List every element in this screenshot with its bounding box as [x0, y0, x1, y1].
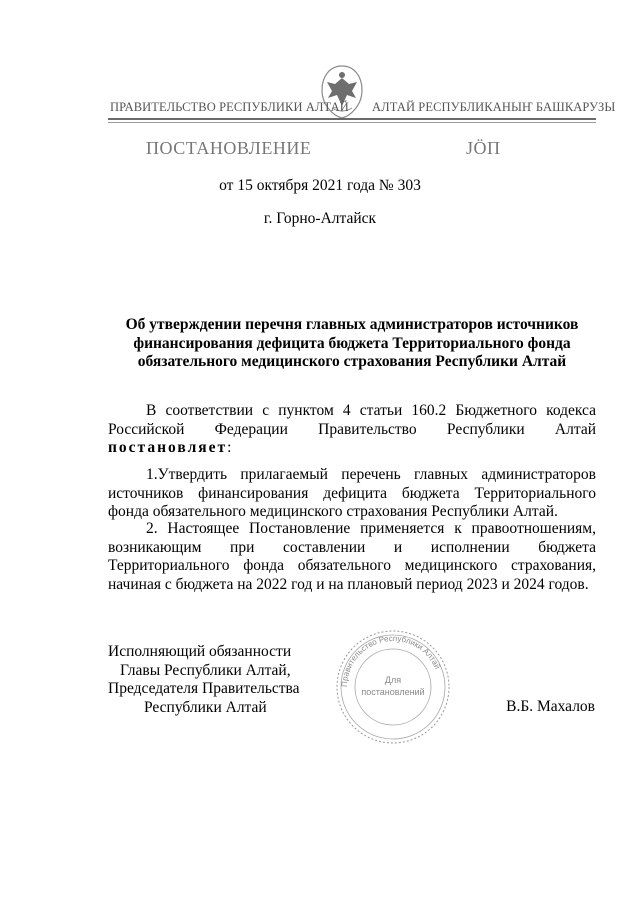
preamble-colon: : [227, 439, 232, 456]
header-rule-thin [108, 122, 596, 123]
signatory-title-block [108, 643, 300, 717]
stamp-center-line-1: Для [384, 675, 402, 685]
preamble-text: В соответствии с пунктом 4 статьи 160.2 Бюджетного кодекса Российской Федерации Правительство Республики Алтай [108, 402, 596, 438]
doctype-alt: ЈӦП [466, 138, 501, 158]
document-city: г. Горно-Алтайск [263, 210, 377, 227]
clause-2: 2. Настоящее Постановление применяется к правоотношениям, возникающим при составлении и исполнении бюджета Территориального фонда обязательного медицинского страхования, начиная с бюджета на 2022 год и на плановый период 2023 и 2024 годов. [108, 520, 596, 593]
doctype-ru: ПОСТАНОВЛЕНИЕ [146, 138, 312, 158]
header-government-name-ru: ПРАВИТЕЛЬСТВО РЕСПУБЛИКИ АЛТАЙ [110, 100, 349, 114]
official-stamp [334, 628, 452, 746]
preamble-paragraph [108, 402, 596, 458]
header-rule-thick [108, 118, 596, 120]
signatory-name: В.Б. Махалов [506, 698, 595, 715]
document-title: Об утверждении перечня главных администраторов источников финансирования дефицита бюджета Территориального фонда обязательного медицинского страхования Республики Алтай [125, 316, 579, 370]
stamp-ring-text: Правительство Республики Алтай [339, 633, 442, 688]
signatory-line-1: Исполняющий обязанности [108, 643, 292, 660]
document-date-number: от 15 октября 2021 года № 303 [219, 177, 421, 194]
signatory-line-3: Председателя Правительства [108, 680, 300, 697]
header-government-name-alt: АЛТАЙ РЕСПУБЛИКАНЫҤ БАШКАРУЗЫ [372, 100, 616, 114]
decree-keyword: постановляет [108, 439, 228, 456]
clause-1: 1.Утвердить прилагаемый перечень главных администраторов источников финансирования дефицита бюджета Территориального фонда обязательного медицинского страхования Республики Алтай. [108, 466, 596, 520]
signatory-line-4: Республики Алтай [144, 698, 267, 716]
signatory-line-2: Главы Республики Алтай, [120, 661, 291, 679]
stamp-center-line-2: постановлений [361, 687, 425, 697]
